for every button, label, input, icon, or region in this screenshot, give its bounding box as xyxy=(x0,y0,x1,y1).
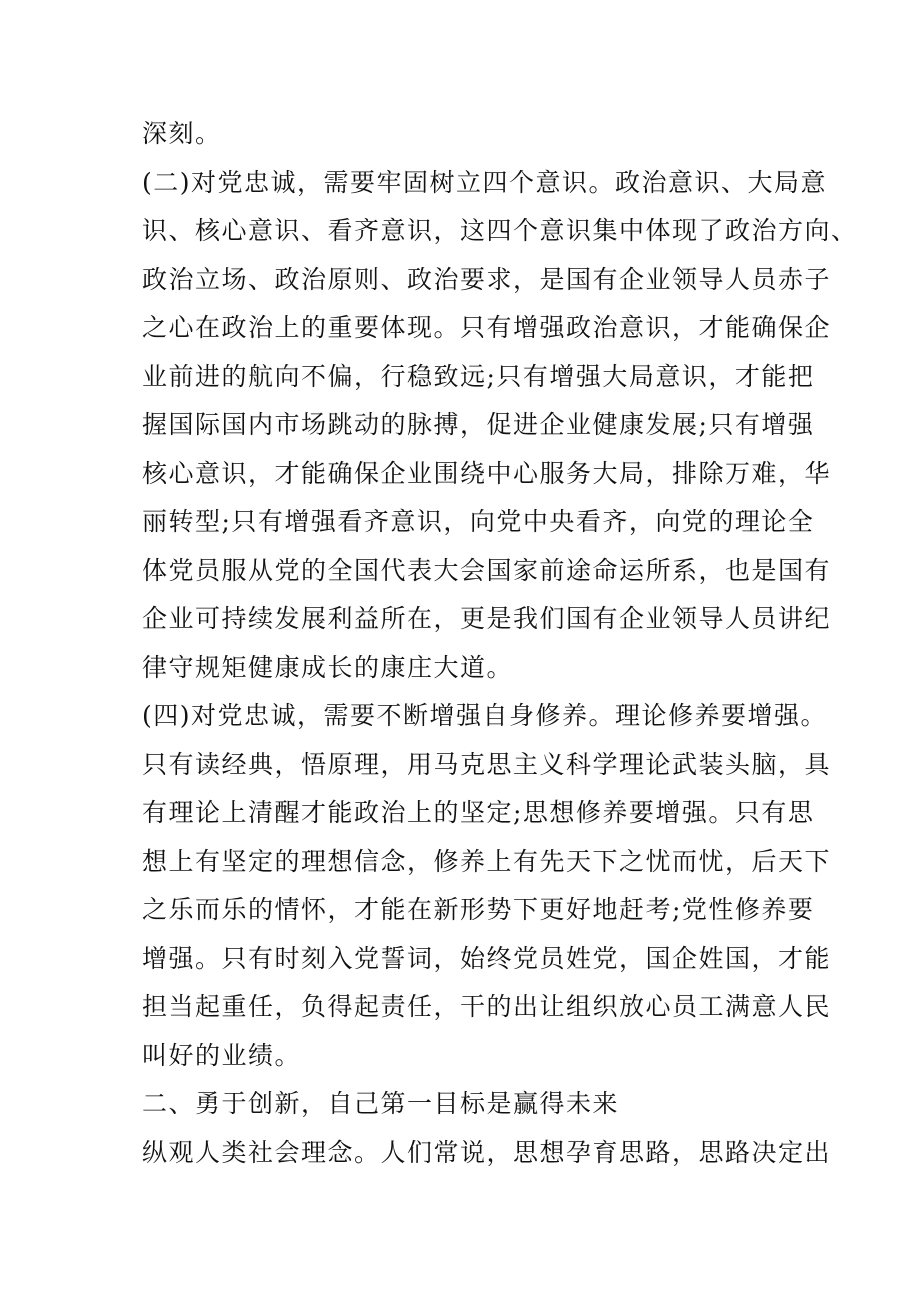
text-line: 担当起重任，负得起责任，干的出让组织放心员工满意人民 xyxy=(142,992,832,1021)
text-line: (四)对党忠诚，需要不断增强自身修养。理论修养要增强。 xyxy=(142,701,828,730)
text-line: (二)对党忠诚，需要牢固树立四个意识。政治意识、大局意 xyxy=(142,167,828,197)
text-line: 增强。只有时刻入党誓词，始终党员姓党，国企姓国，才能 xyxy=(142,943,832,973)
text-line: 核心意识，才能确保企业围绕中心服务大局，排除万难，华 xyxy=(142,458,832,488)
text-line: 之乐而乐的情怀，才能在新形势下更好地赶考;党性修养要 xyxy=(142,895,815,924)
document-body xyxy=(142,110,858,1177)
text-line: 政治立场、政治原则、政治要求，是国有企业领导人员赤子 xyxy=(142,264,832,294)
text-line: 深刻。 xyxy=(142,119,222,148)
text-line: 有理论上清醒才能政治上的坚定;思想修养要增强。只有思 xyxy=(142,798,815,827)
text-line: 识、核心意识、看齐意识，这四个意识集中体现了政治方向、 xyxy=(142,216,858,245)
section-heading: 二、勇于创新，自己第一目标是赢得未来 xyxy=(142,1089,620,1118)
text-line: 业前进的航向不偏，行稳致远;只有增强大局意识，才能把 xyxy=(142,361,815,391)
text-line: 握国际国内市场跳动的脉搏，促进企业健康发展;只有增强 xyxy=(142,410,815,439)
text-line: 之心在政治上的重要体现。只有增强政治意识，才能确保企 xyxy=(142,313,832,342)
text-line: 企业可持续发展利益所在，更是我们国有企业领导人员讲纪 xyxy=(142,604,832,633)
text-line: 叫好的业绩。 xyxy=(142,1040,302,1070)
text-line: 只有读经典，悟原理，用马克思主义科学理论武装头脑，具 xyxy=(142,749,832,779)
text-line: 纵观人类社会理念。人们常说，思想孕育思路，思路决定出 xyxy=(142,1137,832,1167)
text-line: 丽转型;只有增强看齐意识，向党中央看齐，向党的理论全 xyxy=(142,507,815,536)
text-line: 律守规矩健康成长的康庄大道。 xyxy=(142,652,514,682)
text-line: 想上有坚定的理想信念，修养上有先天下之忧而忧，后天下 xyxy=(142,846,832,876)
text-line: 体党员服从党的全国代表大会国家前途命运所系，也是国有 xyxy=(142,555,832,585)
